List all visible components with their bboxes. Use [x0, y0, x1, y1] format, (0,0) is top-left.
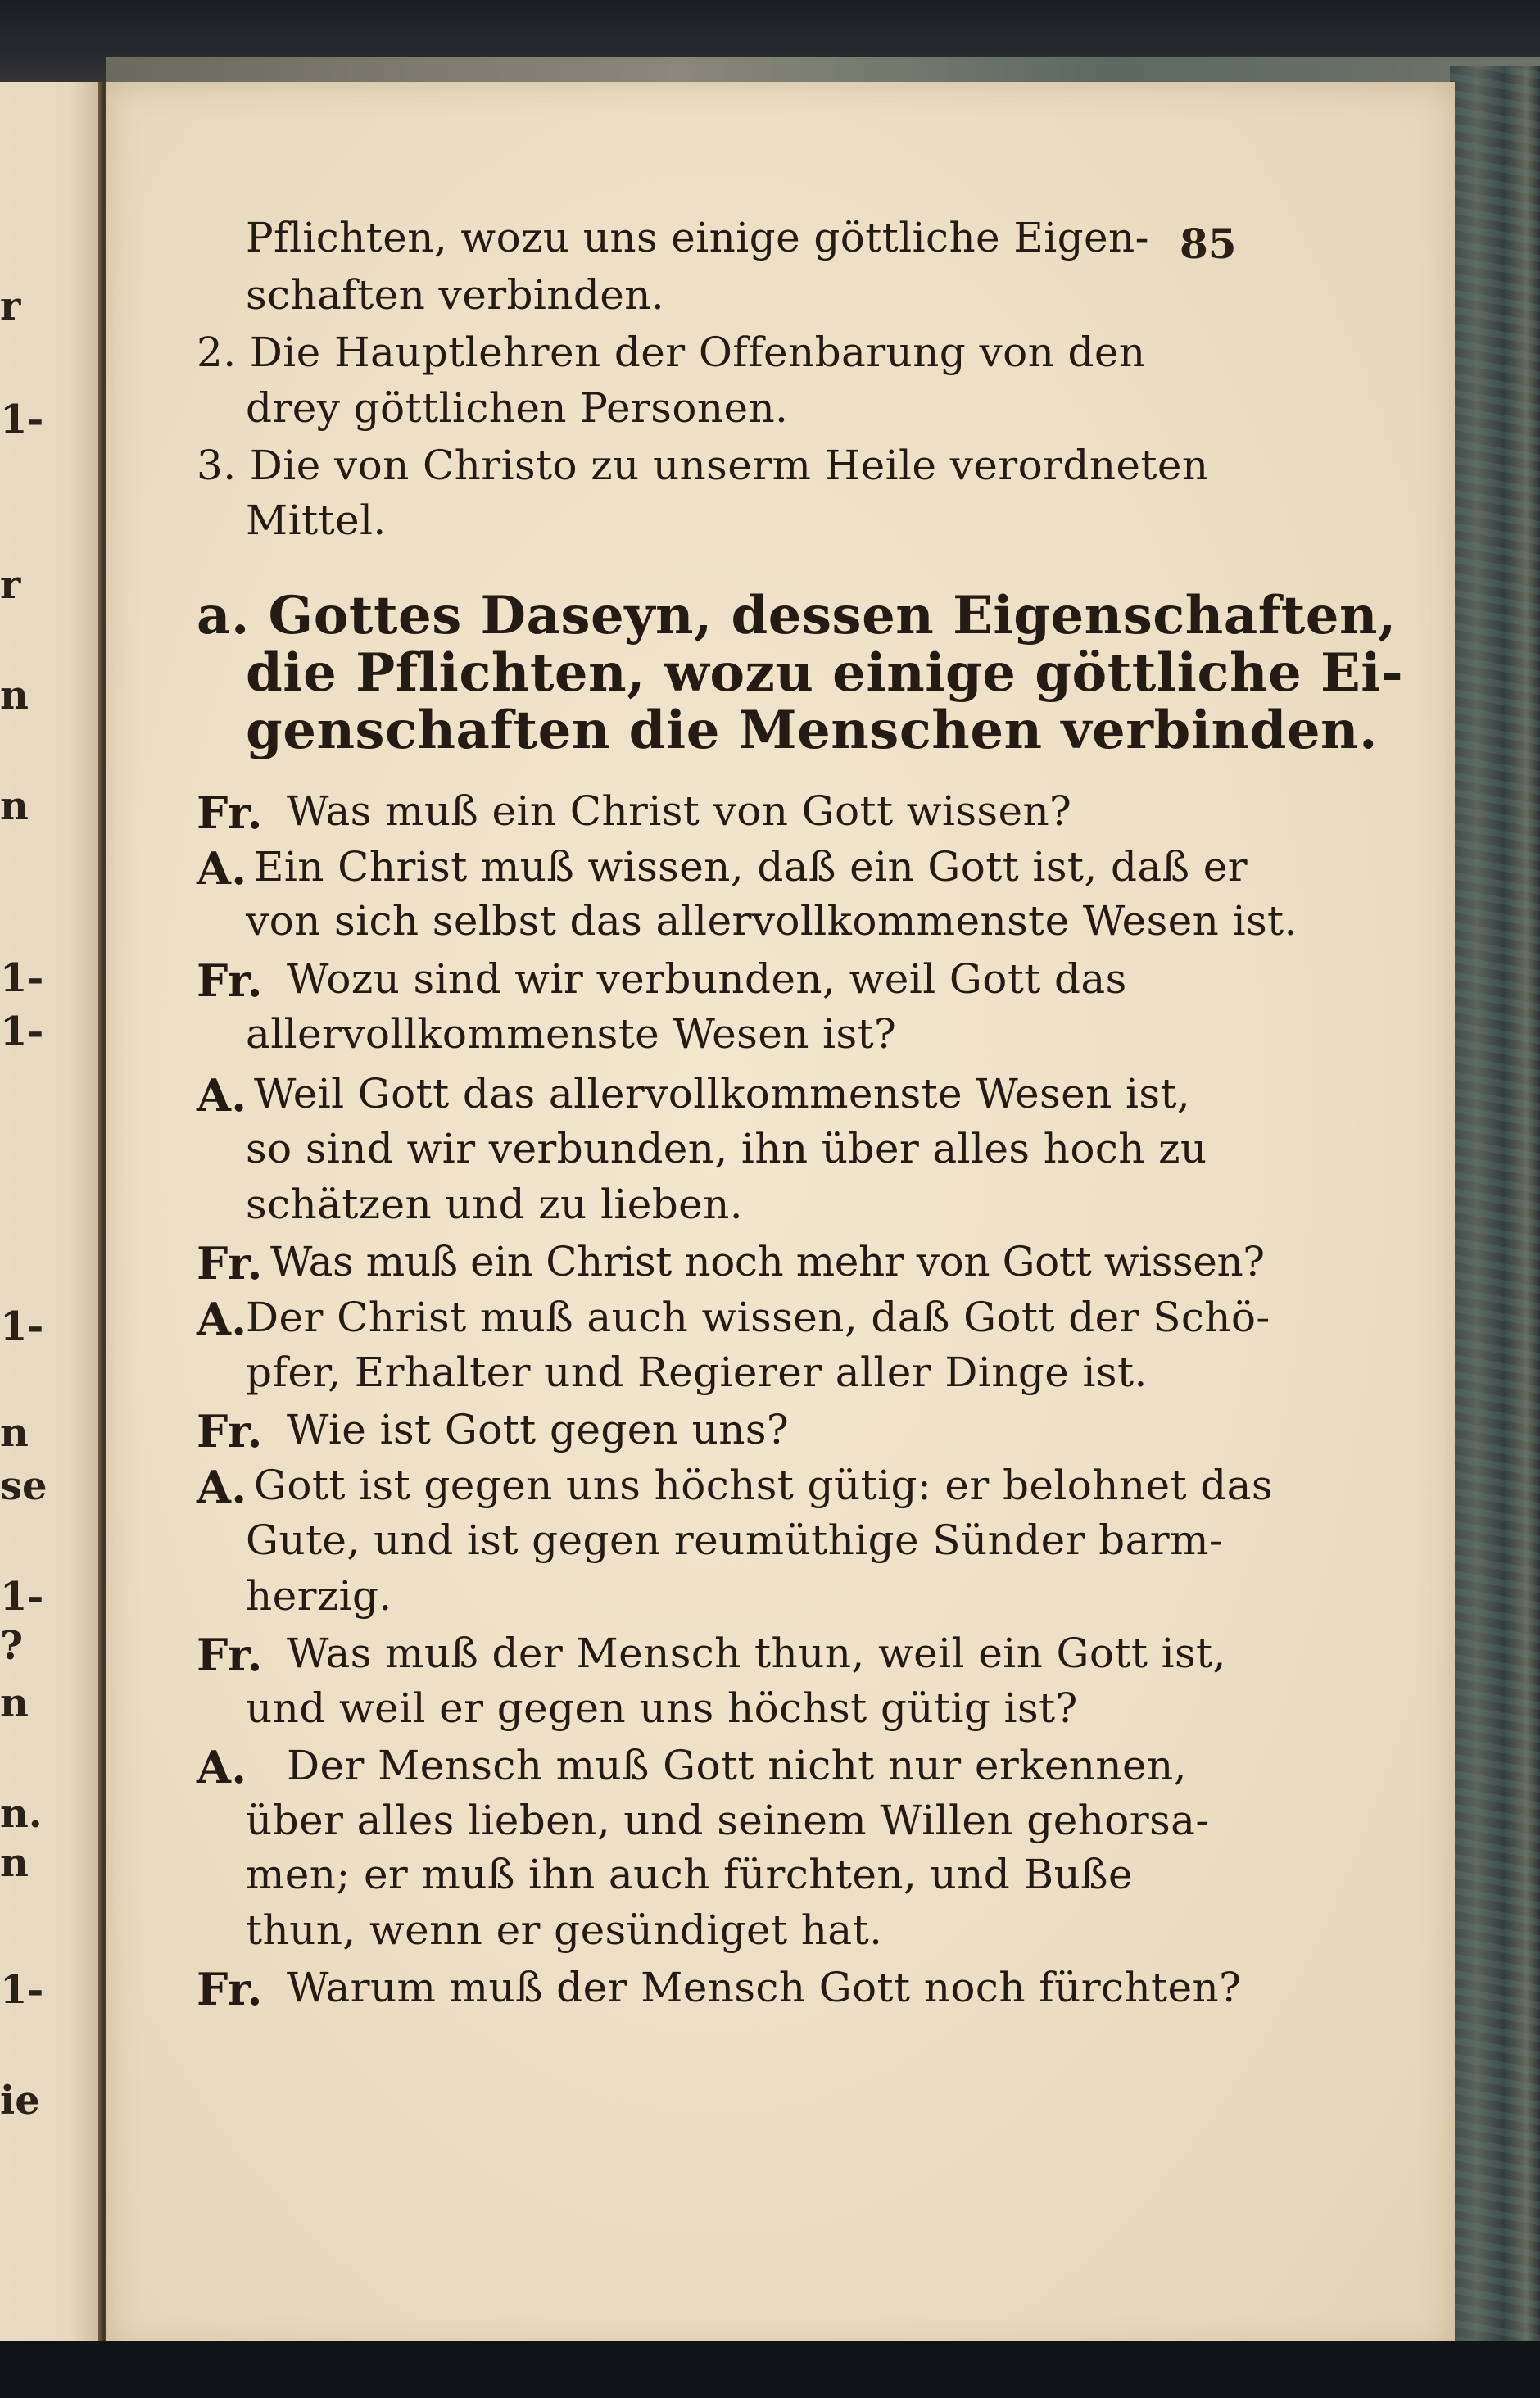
qa-line: thun, wenn er gesündiget hat. — [246, 1906, 883, 1954]
text-line: 2. Die Hauptlehren der Offenbarung von den — [197, 329, 1146, 376]
qa-label-answer: A. — [197, 1741, 247, 1793]
book-page — [106, 82, 1455, 2351]
left-page-fragment: r — [0, 562, 21, 608]
qa-line: Weil Gott das allervollkommenste Wesen ist, — [254, 1070, 1191, 1117]
text-line: schaften verbinden. — [246, 271, 665, 319]
section-heading-line: genschaften die Menschen verbinden. — [246, 700, 1378, 761]
text-line: Pflichten, wozu uns einige göttliche Eigen- — [246, 214, 1149, 261]
text-line: 3. Die von Christo zu unserm Heile verordneten — [197, 442, 1209, 489]
qa-label-answer: A. — [197, 1069, 247, 1122]
qa-line: Warum muß der Mensch Gott noch fürchten? — [287, 1964, 1242, 2011]
left-page-fragment: r — [0, 283, 21, 329]
left-page-fragment: 1- — [0, 1574, 44, 1620]
qa-line: von sich selbst das allervollkommenste Wesen ist. — [246, 897, 1298, 945]
qa-line: allervollkommenste Wesen ist? — [246, 1010, 897, 1058]
qa-line: Gute, und ist gegen reumüthige Sünder barm- — [246, 1516, 1224, 1564]
left-page-fragment: 1- — [0, 1009, 44, 1054]
left-page-fragment: 1- — [0, 1967, 44, 2013]
text-line: drey göttlichen Personen. — [246, 384, 789, 432]
left-page-fragment: ie — [0, 2078, 40, 2124]
qa-label-question: Fr. — [197, 954, 263, 1007]
qa-label-answer: A. — [197, 1461, 247, 1513]
left-page-fragment: n — [0, 783, 29, 829]
qa-label-question: Fr. — [197, 1237, 263, 1290]
qa-line: men; er muß ihn auch fürchten, und Buße — [246, 1851, 1133, 1898]
qa-line: Ein Christ muß wissen, daß ein Gott ist, daß er — [254, 843, 1248, 891]
book-cover-top-edge — [106, 57, 1540, 85]
section-heading-line: a. Gottes Daseyn, dessen Eigenschaften, — [197, 585, 1397, 646]
left-page-fragment: 1- — [0, 1303, 44, 1349]
left-page-fragment: n — [0, 1840, 29, 1886]
left-page-fragment: 1- — [0, 397, 44, 442]
background-bottom — [0, 2341, 1540, 2398]
text-line: Mittel. — [246, 496, 387, 544]
qa-line: Der Mensch muß Gott nicht nur erkennen, — [287, 1742, 1187, 1789]
qa-line: Wie ist Gott gegen uns? — [287, 1406, 790, 1453]
qa-line: schätzen und zu lieben. — [246, 1181, 744, 1228]
qa-line: Was muß ein Christ von Gott wissen? — [287, 787, 1072, 835]
left-page — [0, 82, 103, 2347]
left-page-fragment: 1- — [0, 955, 44, 1001]
qa-label-answer: A. — [197, 842, 247, 895]
qa-label-question: Fr. — [197, 786, 263, 839]
qa-line: Was muß der Mensch thun, weil ein Gott ist, — [287, 1630, 1226, 1677]
qa-line: herzig. — [246, 1572, 392, 1620]
qa-line: Wozu sind wir verbunden, weil Gott das — [287, 955, 1127, 1003]
qa-line: und weil er gegen uns höchst gütig ist? — [246, 1684, 1078, 1732]
qa-label-question: Fr. — [197, 1963, 263, 2015]
qa-line: Der Christ muß auch wissen, daß Gott der Schö- — [246, 1294, 1270, 1341]
page-number: 85 — [1180, 220, 1237, 268]
book-cover-edge — [1450, 66, 1540, 2359]
left-page-fragment: se — [0, 1463, 48, 1509]
qa-label-question: Fr. — [197, 1405, 263, 1457]
qa-line: Was muß ein Christ noch mehr von Gott wissen? — [270, 1238, 1265, 1285]
left-page-fragment: n. — [0, 1791, 43, 1837]
qa-label-answer: A. — [197, 1293, 247, 1345]
left-page-fragment: n — [0, 1410, 29, 1456]
qa-line: pfer, Erhalter und Regierer aller Dinge ist. — [246, 1349, 1148, 1396]
left-page-fragment: n — [0, 673, 29, 718]
left-page-fragment: n — [0, 1680, 29, 1726]
qa-line: Gott ist gegen uns höchst gütig: er belohnet das — [254, 1462, 1273, 1509]
qa-line: über alles lieben, und seinem Willen gehorsa- — [246, 1797, 1210, 1844]
qa-line: so sind wir verbunden, ihn über alles hoch zu — [246, 1125, 1207, 1172]
left-page-fragment: ? — [0, 1623, 24, 1669]
section-heading-line: die Pflichten, wozu einige göttliche Ei- — [246, 642, 1404, 704]
qa-label-question: Fr. — [197, 1629, 263, 1681]
